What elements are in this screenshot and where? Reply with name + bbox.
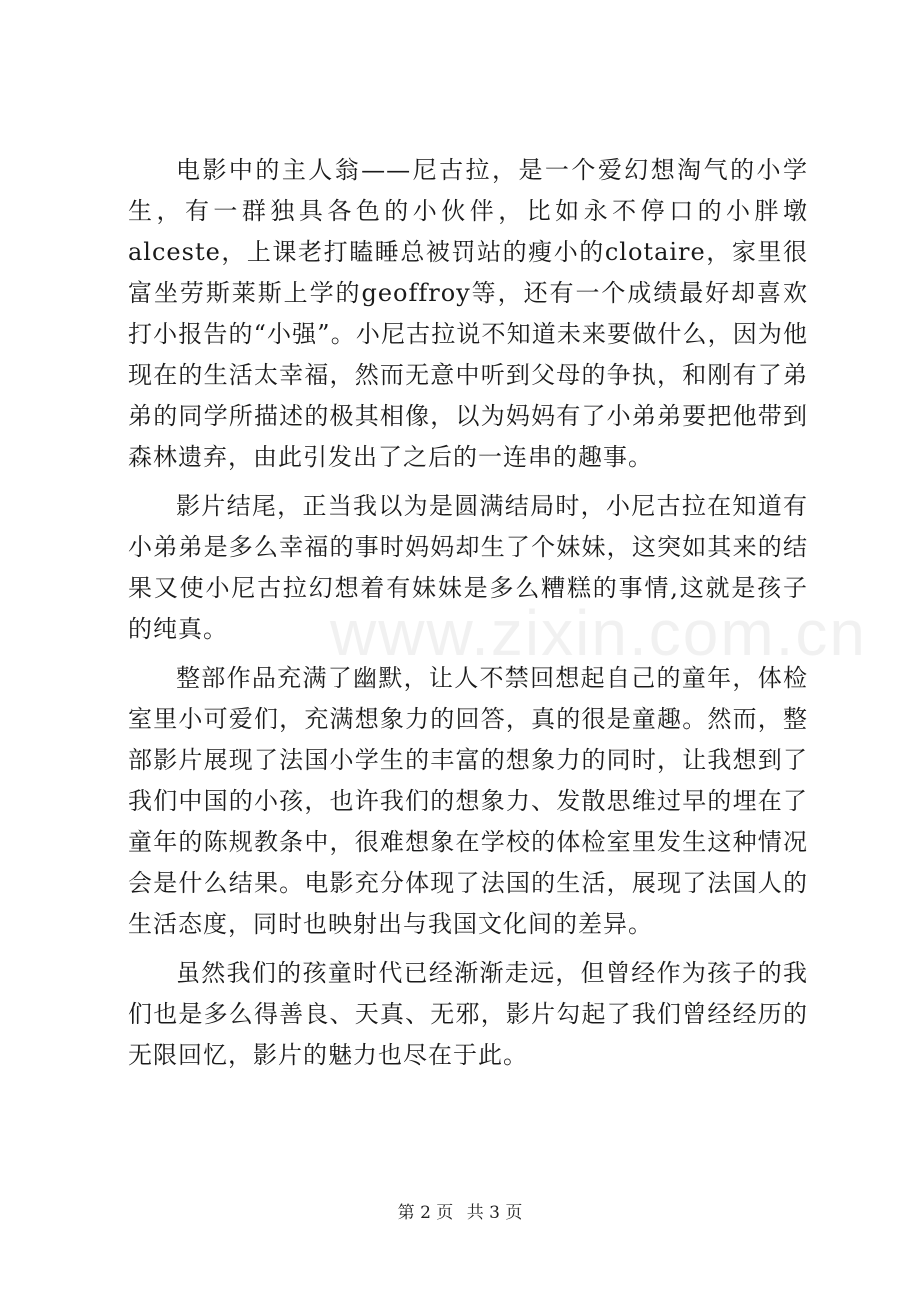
page-number-total: 共 3 页 xyxy=(466,1203,523,1223)
watermark-text: www.zixin.com.cn xyxy=(330,597,867,669)
page-footer xyxy=(0,1198,920,1223)
paragraph-1: 电影中的主人翁——尼古拉，是一个爱幻想淘气的小学生，有一群独具各色的小伙伴，比如永不停口的小胖墩alceste，上课老打瞌睡总被罚站的瘦小的clotaire，家里很富坐劳斯莱斯上学的geoffroy等，还有一个成绩最好却喜欢打小报告的“小强”。小尼古拉说不知道未来要做什么，因为他现在的生活太幸福，然而无意中听到父母的争执，和刚有了弟弟的同学所描述的极其相像，以为妈妈有了小弟弟要把他带到森林遗弃，由此引发出了之后的一连串的趣事。 xyxy=(128,156,808,471)
paragraph-4: 虽然我们的孩童时代已经渐渐走远，但曾经作为孩子的我们也是多么得善良、天真、无邪，影片勾起了我们曾经经历的无限回忆，影片的魅力也尽在于此。 xyxy=(128,959,808,1069)
paragraph-3: 整部作品充满了幽默，让人不禁回想起自己的童年，体检室里小可爱们，充满想象力的回答，真的很是童趣。然而，整部影片展现了法国小学生的丰富的想象力的同时，让我想到了我们中国的小孩，也许我们的想象力、发散思维过早的埋在了童年的陈规教条中，很难想象在学校的体检室里发生这种情况会是什么结果。电影充分体现了法国的生活，展现了法国人的生活态度，同时也映射出与我国文化间的差异。 xyxy=(128,664,808,938)
page-number-current: 第 2 页 xyxy=(397,1203,454,1223)
paragraph-2: 影片结尾，正当我以为是圆满结局时，小尼古拉在知道有小弟弟是多么幸福的事时妈妈却生了个妹妹，这突如其来的结果又使小尼古拉幻想着有妹妹是多么糟糕的事情,这就是孩子的纯真。 xyxy=(128,492,808,643)
document-body xyxy=(128,150,808,1084)
